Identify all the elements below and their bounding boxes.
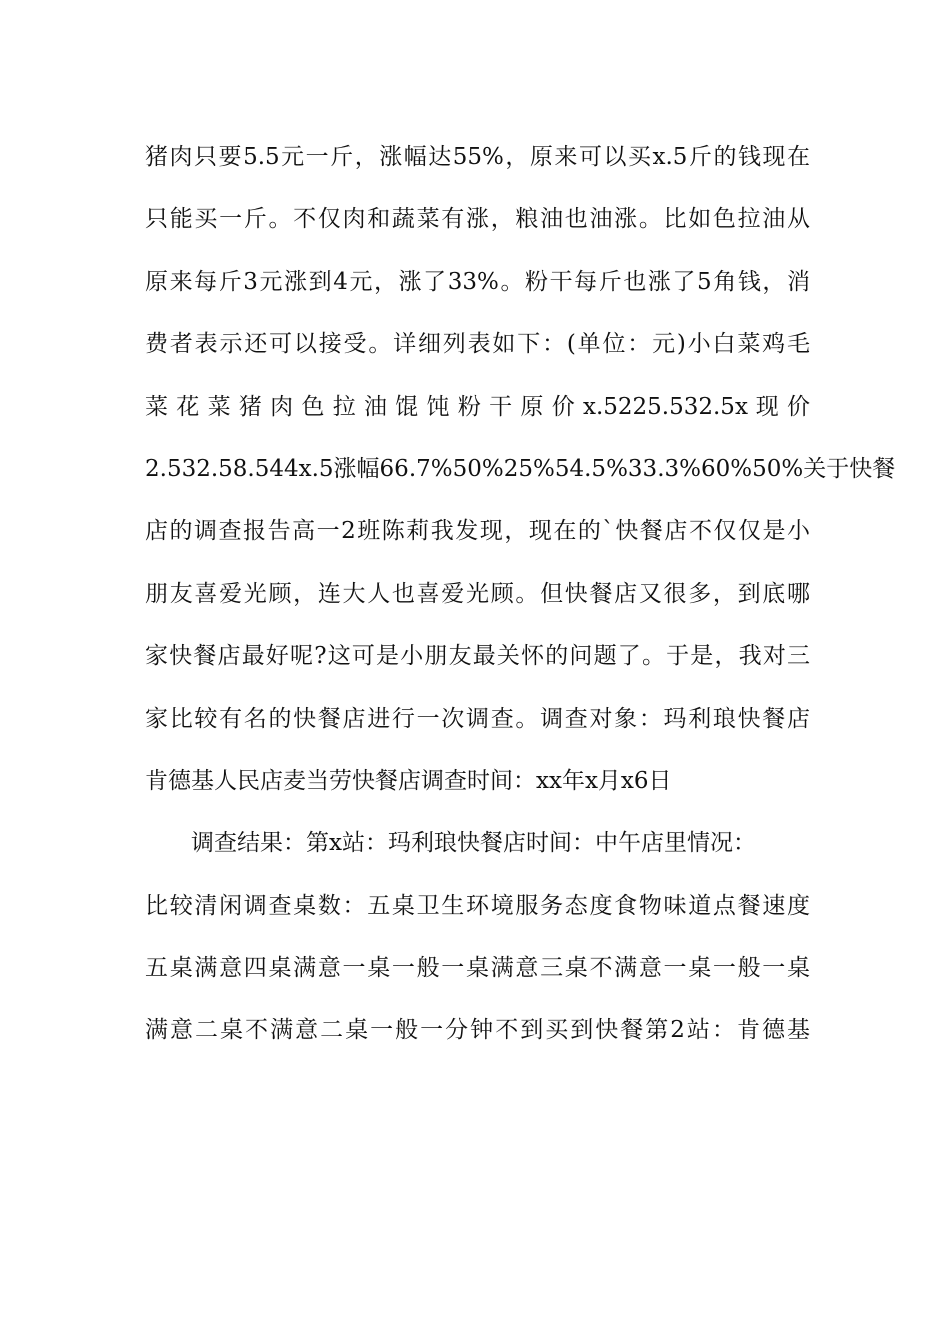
text-line-10: 家比较有名的快餐店进行一次调查。调查对象：玛利琅快餐店 bbox=[145, 705, 810, 732]
text-line-2: 只能买一斤。不仅肉和蔬菜有涨，粮油也油涨。比如色拉油从 bbox=[145, 206, 810, 233]
text-line-15: 满意二桌不满意二桌一般一分钟不到买到快餐第2站：肯德基 bbox=[145, 1017, 810, 1044]
text-line-11: 肯德基人民店麦当劳快餐店调查时间：xx年x月x6日 bbox=[145, 767, 672, 794]
document-body bbox=[145, 126, 896, 1062]
text-line-3: 原来每斤3元涨到4元，涨了33%。粉干每斤也涨了5角钱，消 bbox=[145, 268, 810, 295]
text-line-6: 2.532.58.544x.5涨幅66.7%50%25%54.5%33.3%60%50%关于快餐 bbox=[145, 455, 896, 482]
text-line-8: 朋友喜爱光顾，连大人也喜爱光顾。但快餐店又很多，到底哪 bbox=[145, 580, 810, 607]
text-line-5: 菜 花 菜 猪 肉 色 拉 油 馄 饨 粉 干 原 价 x.5225.532.5x 现 价 bbox=[145, 393, 810, 420]
text-line-7: 店的调查报告高一2班陈莉我发现，现在的`快餐店不仅仅是小 bbox=[145, 518, 810, 545]
text-line-1: 猪肉只要5.5元一斤，涨幅达55%，原来可以买x.5斤的钱现在 bbox=[145, 144, 810, 170]
text-line-13: 比较清闲调查桌数：五桌卫生环境服务态度食物味道点餐速度 bbox=[145, 892, 810, 919]
text-line-9: 家快餐店最好呢?这可是小朋友最关怀的问题了。于是，我对三 bbox=[145, 643, 810, 670]
text-line-12: 调查结果：第x站：玛利琅快餐店时间：中午店里情况： bbox=[191, 830, 756, 857]
text-line-4: 费者表示还可以接受。详细列表如下：(单位：元)小白菜鸡毛 bbox=[145, 331, 810, 358]
text-line-14: 五桌满意四桌满意一桌一般一桌满意三桌不满意一桌一般一桌 bbox=[145, 955, 810, 982]
